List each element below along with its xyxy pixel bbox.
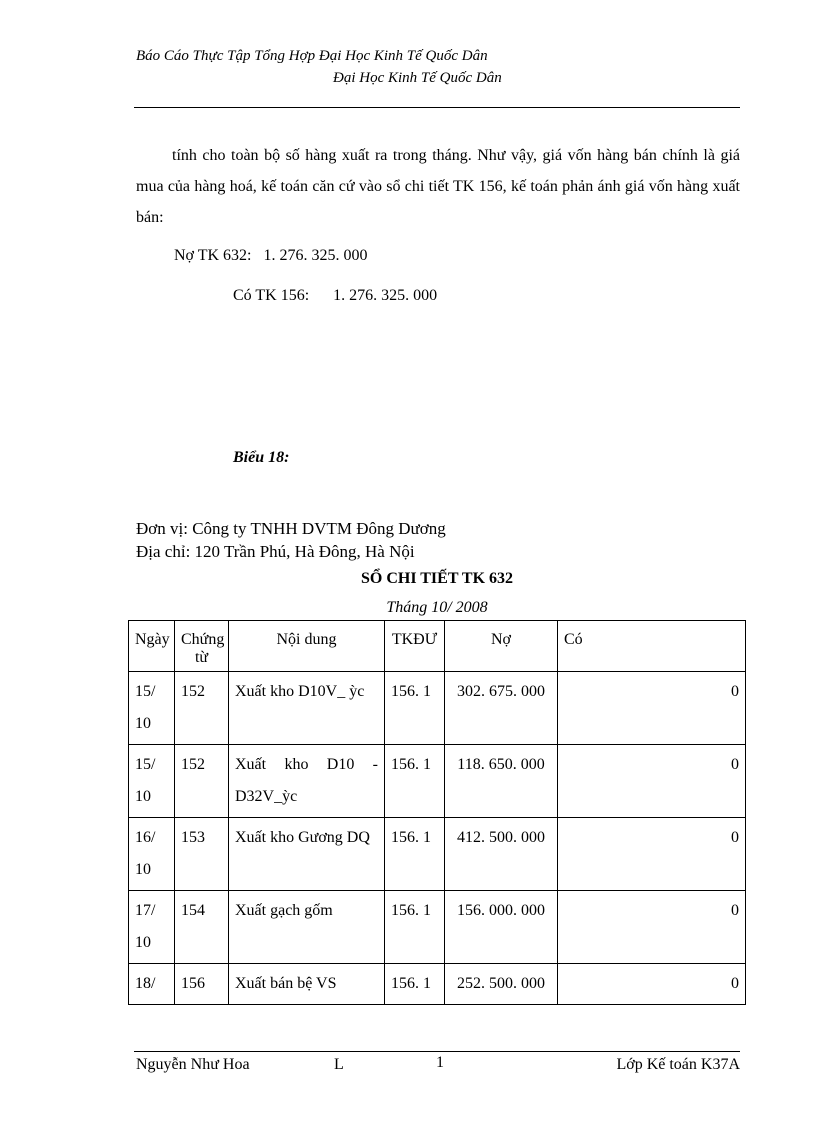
journal-entry-debit (174, 247, 368, 265)
cell-ngay: 17/ 10 (129, 891, 175, 964)
table-row (129, 891, 746, 964)
table-row (129, 745, 746, 818)
ledger-title: SỔ CHI TIẾT TK 632 (360, 570, 514, 587)
ledger-month: Tháng 10/ 2008 (386, 599, 488, 616)
header-ngay: Ngày (129, 621, 175, 672)
cell-co: 0 (558, 964, 746, 1005)
cell-no: 118. 650. 000 (445, 745, 558, 818)
footer-mark: L (334, 1056, 344, 1073)
header-title-line2: Đại Học Kinh Tế Quốc Dân (333, 70, 502, 86)
table-row (129, 672, 746, 745)
figure-label: Biểu 18: (233, 449, 290, 466)
table-row (129, 964, 746, 1005)
cell-no: 412. 500. 000 (445, 818, 558, 891)
cell-ngay: 18/ (129, 964, 175, 1005)
cell-co: 0 (558, 672, 746, 745)
cell-co: 0 (558, 891, 746, 964)
body-paragraph-text: tính cho toàn bộ số hàng xuất ra trong tháng. Như vậy, giá vốn hàng bán chính là giá mua của hàng hoá, kế toán căn cứ vào sổ chi tiết TK 156, kế toán phản ánh giá vốn hàng xuất bán: (136, 147, 740, 226)
debit-value: 1. 276. 325. 000 (263, 247, 368, 264)
journal-entry-credit (233, 287, 437, 305)
header-no: Nợ (445, 621, 558, 672)
footer-class: Lớp Kế toán K37A (616, 1056, 740, 1073)
cell-chung-tu: 156 (175, 964, 229, 1005)
ledger-header-row (129, 621, 746, 672)
cell-tkdu: 156. 1 (385, 891, 445, 964)
header-co: Có (558, 621, 746, 672)
cell-tkdu: 156. 1 (385, 818, 445, 891)
cell-noi-dung: Xuất kho D10 - D32V_ỳc (229, 745, 385, 818)
cell-ngay: 15/ 10 (129, 745, 175, 818)
cell-tkdu: 156. 1 (385, 672, 445, 745)
cell-chung-tu: 152 (175, 672, 229, 745)
cell-noi-dung: Xuất kho Gương DQ (229, 818, 385, 891)
cell-ngay: 15/ 10 (129, 672, 175, 745)
cell-tkdu: 156. 1 (385, 745, 445, 818)
company-address: Địa chỉ: 120 Trần Phú, Hà Đông, Hà Nội (136, 542, 415, 561)
header-title-line1: Báo Cáo Thực Tập Tổng Hợp Đại Học Kinh Tế Quốc Dân (136, 48, 488, 64)
footer-divider (134, 1051, 740, 1052)
header-chung-tu: Chứng từ (175, 621, 229, 672)
company-unit: Đơn vị: Công ty TNHH DVTM Đông Dương (136, 519, 446, 538)
header-noi-dung: Nội dung (229, 621, 385, 672)
cell-co: 0 (558, 745, 746, 818)
cell-chung-tu: 152 (175, 745, 229, 818)
cell-noi-dung: Xuất bán bệ VS (229, 964, 385, 1005)
footer-author: Nguyễn Như Hoa (136, 1056, 250, 1073)
cell-chung-tu: 154 (175, 891, 229, 964)
cell-co: 0 (558, 818, 746, 891)
ledger-table (128, 620, 746, 1005)
page-number: 1 (436, 1054, 444, 1071)
cell-no: 252. 500. 000 (445, 964, 558, 1005)
cell-chung-tu: 153 (175, 818, 229, 891)
cell-tkdu: 156. 1 (385, 964, 445, 1005)
body-paragraph (136, 140, 740, 233)
cell-no: 156. 000. 000 (445, 891, 558, 964)
cell-noi-dung: Xuất kho D10V_ ỳc (229, 672, 385, 745)
table-row (129, 818, 746, 891)
cell-no: 302. 675. 000 (445, 672, 558, 745)
credit-label: Có TK 156: (233, 287, 310, 304)
cell-noi-dung: Xuất gạch gốm (229, 891, 385, 964)
credit-value: 1. 276. 325. 000 (333, 287, 438, 304)
header-tkdu: TKĐƯ (385, 621, 445, 672)
header-divider (134, 107, 740, 108)
cell-ngay: 16/ 10 (129, 818, 175, 891)
debit-label: Nợ TK 632: (174, 247, 252, 264)
